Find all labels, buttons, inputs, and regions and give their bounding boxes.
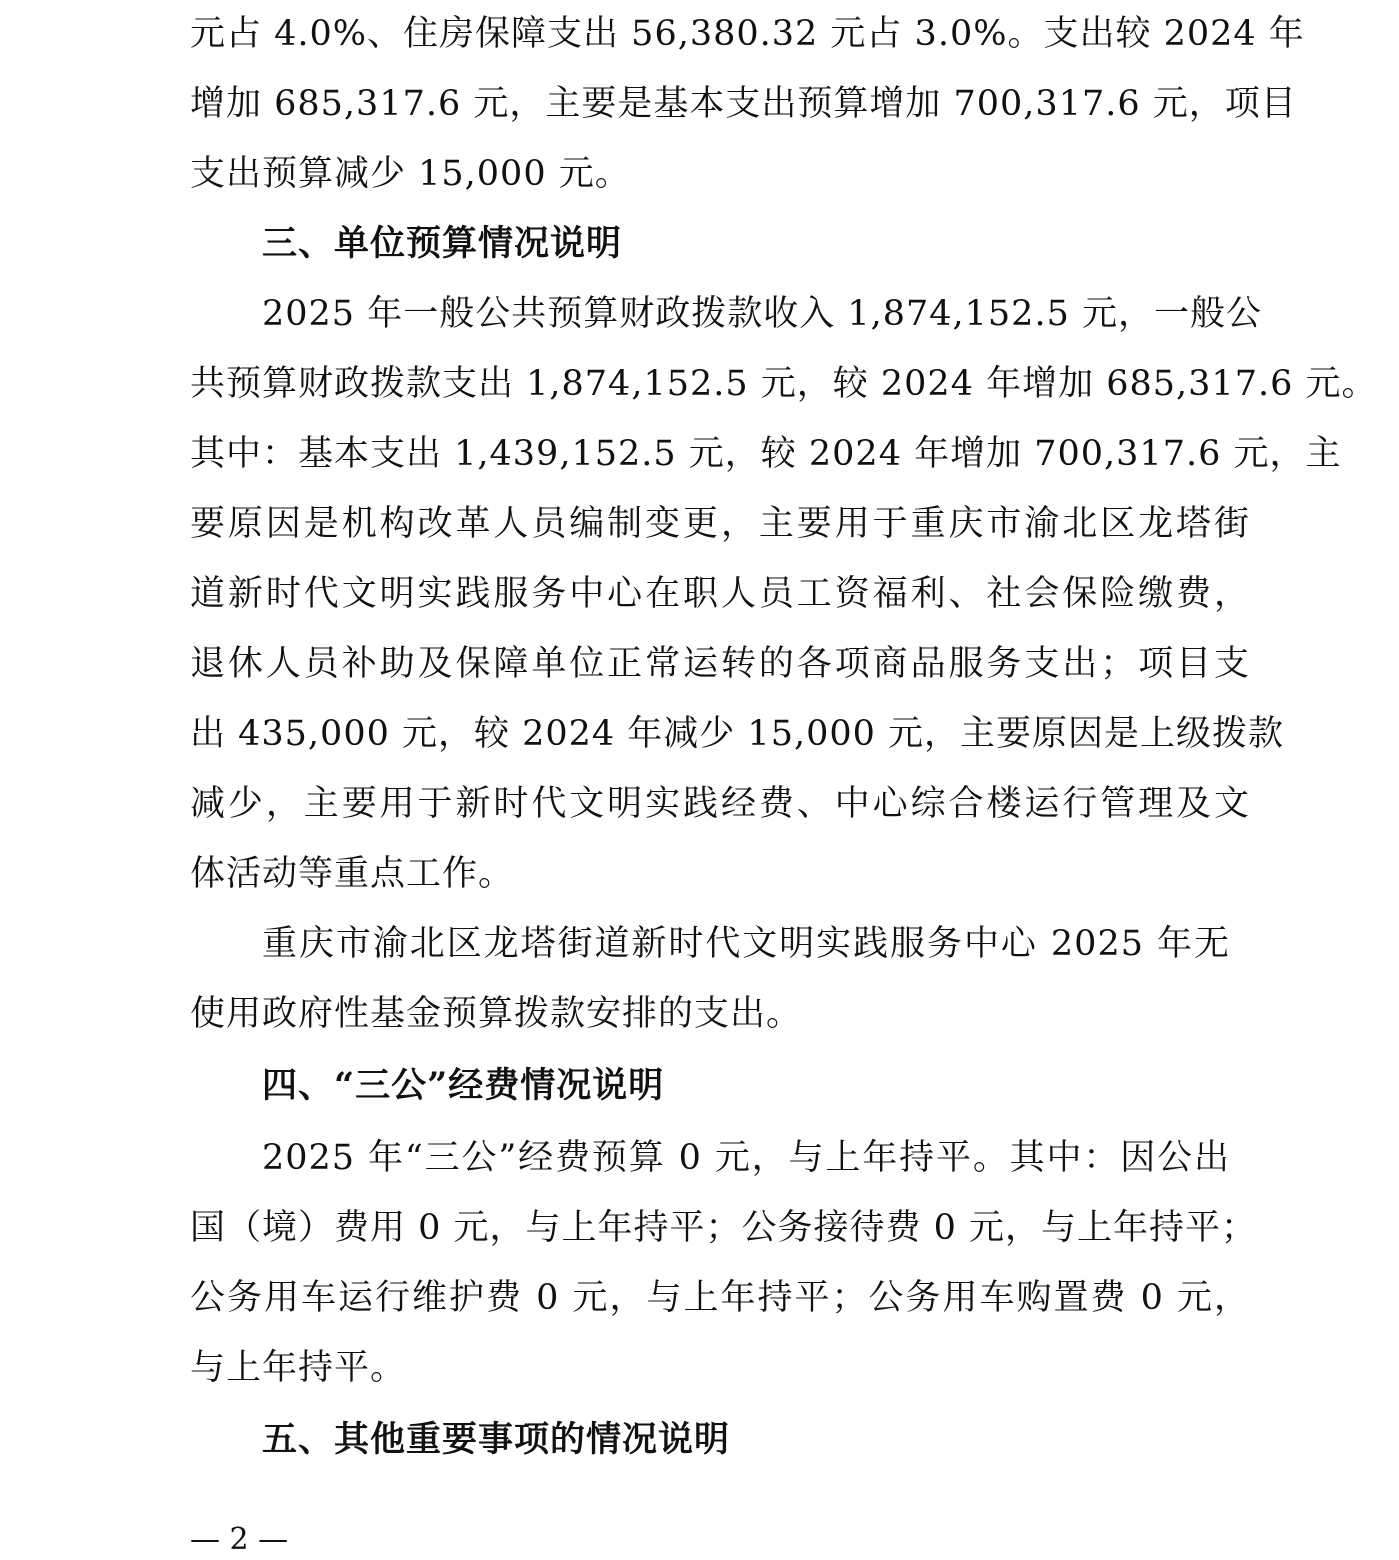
body-text-line: 与上年持平。: [190, 1348, 407, 1388]
section-heading-3: 三、单位预算情况说明: [262, 223, 623, 264]
body-text-line: 道新时代文明实践服务中心在职人员工资福利、社会保险缴费，: [190, 574, 1250, 614]
body-text-line: 2025 年“三公”经费预算 0 元，与上年持平。其中：因公出: [262, 1138, 1230, 1178]
body-text-line: 其中：基本支出 1,439,152.5 元，较 2024 年增加 700,317.6 元，主: [190, 434, 1342, 474]
body-text-line: 共预算财政拨款支出 1,874,152.5 元，较 2024 年增加 685,317.6 元。: [190, 364, 1378, 404]
body-text-line: 2025 年一般公共预算财政拨款收入 1,874,152.5 元，一般公: [262, 294, 1262, 334]
page-number: — 2 —: [190, 1522, 289, 1557]
section-heading-5: 五、其他重要事项的情况说明: [262, 1419, 731, 1460]
body-text-line: 出 435,000 元，较 2024 年减少 15,000 元，主要原因是上级拨款: [190, 714, 1285, 754]
body-text-line: 退休人员补助及保障单位正常运转的各项商品服务支出；项目支: [190, 644, 1250, 684]
body-text-line: 要原因是机构改革人员编制变更，主要用于重庆市渝北区龙塔街: [190, 504, 1250, 544]
body-text-line: 体活动等重点工作。: [190, 854, 515, 894]
body-text-line: 减少，主要用于新时代文明实践经费、中心综合楼运行管理及文: [190, 784, 1250, 824]
body-text-line: 公务用车运行维护费 0 元，与上年持平；公务用车购置费 0 元，: [190, 1278, 1250, 1318]
body-text-line: 使用政府性基金预算拨款安排的支出。: [190, 994, 803, 1034]
body-text-line: 元占 4.0%、住房保障支出 56,380.32 元占 3.0%。支出较 2024 年: [190, 14, 1305, 54]
body-text-line: 重庆市渝北区龙塔街道新时代文明实践服务中心 2025 年无: [262, 924, 1230, 964]
body-text-line: 国（境）费用 0 元，与上年持平；公务接待费 0 元，与上年持平；: [190, 1208, 1258, 1248]
body-text-line: 支出预算减少 15,000 元。: [190, 154, 631, 194]
section-heading-4: 四、“三公”经费情况说明: [262, 1065, 665, 1106]
body-text-line: 增加 685,317.6 元，主要是基本支出预算增加 700,317.6 元，项目: [190, 84, 1297, 124]
